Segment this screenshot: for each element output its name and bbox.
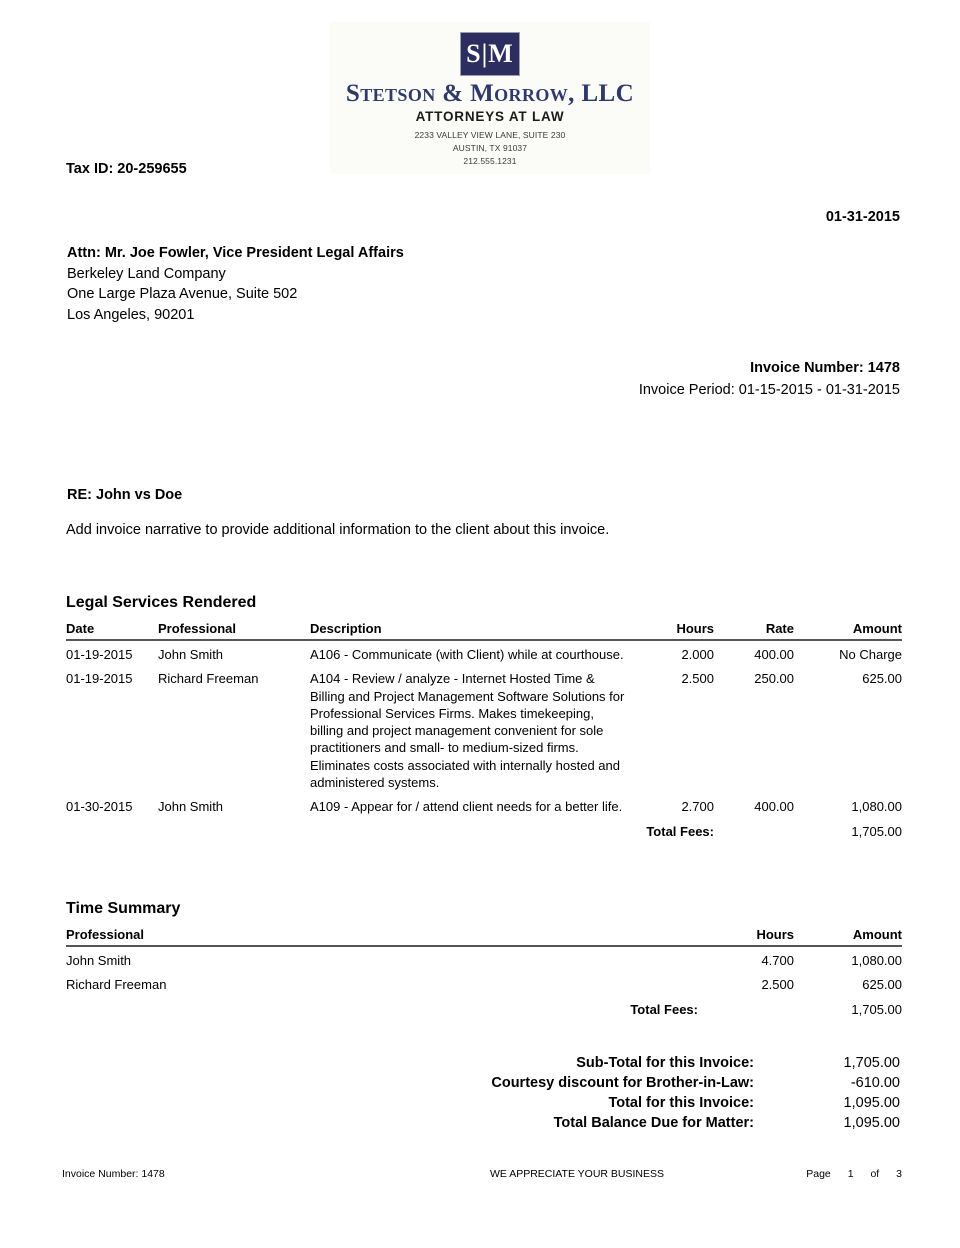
legal-services-section (66, 594, 902, 842)
cell-description: A104 - Review / analyze - Internet Hosted Time & Billing and Project Management Software Solutions for Professional Services Firms. Makes timekeeping, billing and project management convenient for sole practitioners and small- to medium-sized firms. Eliminates costs associated with internally hosted and administered systems. (310, 671, 625, 790)
totals-label-balance-due: Total Balance Due for Matter: (553, 1115, 754, 1131)
cell-date: 01-30-2015 (66, 799, 133, 815)
footer-page-label: Page (806, 1168, 831, 1180)
page-footer (62, 1168, 902, 1180)
time-summary-total-label: Total Fees: (630, 1001, 698, 1017)
totals-value-balance-due: 1,095.00 (843, 1115, 900, 1131)
time-summary-total-row (66, 996, 902, 1020)
addressee-block (67, 243, 404, 325)
cell-hours: 4.700 (761, 953, 794, 968)
time-summary-title: Time Summary (66, 900, 181, 917)
legal-services-title: Legal Services Rendered (66, 594, 257, 611)
totals-row (491, 1113, 900, 1133)
time-summary-section (66, 900, 902, 1020)
table-row (66, 946, 902, 971)
column-header-hours: Hours (630, 621, 714, 640)
time-summary-table (66, 927, 902, 1020)
invoice-narrative: Add invoice narrative to provide additional information to the client about this invoice. (66, 522, 610, 538)
column-header-description: Description (310, 621, 630, 640)
totals-row (491, 1093, 900, 1113)
addressee-street: One Large Plaza Avenue, Suite 502 (67, 286, 298, 303)
matter-re-line: RE: John vs Doe (67, 487, 183, 503)
cell-rate: 250.00 (754, 671, 794, 687)
firm-logo-icon (460, 32, 520, 76)
cell-date: 01-19-2015 (66, 671, 133, 687)
invoice-meta (639, 357, 900, 402)
cell-amount: 625.00 (862, 671, 902, 687)
column-header-professional: Professional (158, 621, 310, 640)
services-total-row (66, 818, 902, 842)
footer-page-of: of (870, 1168, 880, 1180)
invoice-totals-block (491, 1053, 900, 1133)
legal-services-table (66, 621, 902, 842)
footer-invoice-number: Invoice Number: 1478 (62, 1168, 165, 1180)
cell-professional: John Smith (158, 799, 224, 815)
cell-description: A109 - Appear for / attend client needs for a better life. (310, 799, 623, 815)
invoice-totals-table (491, 1053, 900, 1133)
column-header-hours: Hours (698, 927, 794, 946)
letterhead (330, 22, 650, 174)
cell-professional: John Smith (66, 953, 132, 968)
cell-amount: 1,080.00 (851, 953, 902, 968)
firm-subtitle: ATTORNEYS AT LAW (415, 108, 565, 124)
table-row (66, 640, 902, 665)
column-header-amount: Amount (794, 927, 902, 946)
firm-address (330, 129, 650, 169)
cell-hours: 2.500 (761, 977, 794, 993)
invoice-number: Invoice Number: 1478 (750, 360, 900, 376)
cell-description: A106 - Communicate (with Client) while at courthouse. (310, 647, 624, 662)
cell-date: 01-19-2015 (66, 647, 133, 662)
invoice-period: Invoice Period: 01-15-2015 - 01-31-2015 (638, 382, 900, 399)
totals-label-subtotal: Sub-Total for this Invoice: (576, 1055, 754, 1071)
cell-hours: 2.500 (681, 671, 714, 687)
services-total-value: 1,705.00 (851, 823, 902, 839)
column-header-rate: Rate (714, 621, 794, 640)
totals-label-invoice-total: Total for this Invoice: (608, 1095, 754, 1111)
totals-row (491, 1073, 900, 1093)
services-total-label: Total Fees: (646, 823, 714, 839)
column-header-amount: Amount (794, 621, 902, 640)
table-row (66, 971, 902, 995)
cell-hours: 2.000 (681, 647, 714, 662)
cell-amount: 1,080.00 (851, 799, 902, 815)
firm-logo-text: S|M (466, 39, 514, 68)
table-header-row (66, 927, 902, 946)
cell-professional: Richard Freeman (66, 977, 167, 993)
firm-phone: 212.555.1231 (463, 155, 517, 166)
table-header-row (66, 621, 902, 640)
cell-amount: No Charge (839, 647, 902, 662)
cell-hours: 2.700 (681, 799, 714, 815)
totals-row (491, 1053, 900, 1073)
table-row (66, 793, 902, 817)
totals-value-discount: -610.00 (850, 1075, 900, 1091)
footer-message: WE APPRECIATE YOUR BUSINESS (489, 1168, 665, 1180)
cell-professional: Richard Freeman (158, 671, 259, 687)
tax-id: Tax ID: 20-259655 (66, 161, 187, 177)
footer-page-current: 1 (847, 1168, 854, 1180)
firm-name: Stetson & Morrow, LLC (345, 80, 635, 107)
firm-address-line2: AUSTIN, TX 91037 (452, 142, 528, 153)
cell-professional: John Smith (158, 647, 224, 662)
column-header-professional: Professional (66, 927, 698, 946)
invoice-date: 01-31-2015 (825, 209, 900, 225)
totals-value-subtotal: 1,705.00 (843, 1055, 900, 1071)
addressee-company: Berkeley Land Company (67, 265, 226, 282)
time-summary-total-value: 1,705.00 (851, 1001, 902, 1017)
table-row (66, 665, 902, 793)
cell-rate: 400.00 (754, 647, 794, 662)
totals-label-discount: Courtesy discount for Brother-in-Law: (491, 1075, 754, 1091)
column-header-date: Date (66, 621, 158, 640)
footer-page-total: 3 (896, 1168, 902, 1180)
firm-address-line1: 2233 VALLEY VIEW LANE, SUITE 230 (414, 129, 566, 140)
addressee-city-zip: Los Angeles, 90201 (67, 306, 195, 323)
footer-pagination (752, 1168, 902, 1180)
cell-rate: 400.00 (754, 799, 794, 815)
totals-value-invoice-total: 1,095.00 (843, 1095, 900, 1111)
cell-amount: 625.00 (862, 977, 902, 993)
addressee-attn: Attn: Mr. Joe Fowler, Vice President Legal Affairs (67, 245, 404, 261)
